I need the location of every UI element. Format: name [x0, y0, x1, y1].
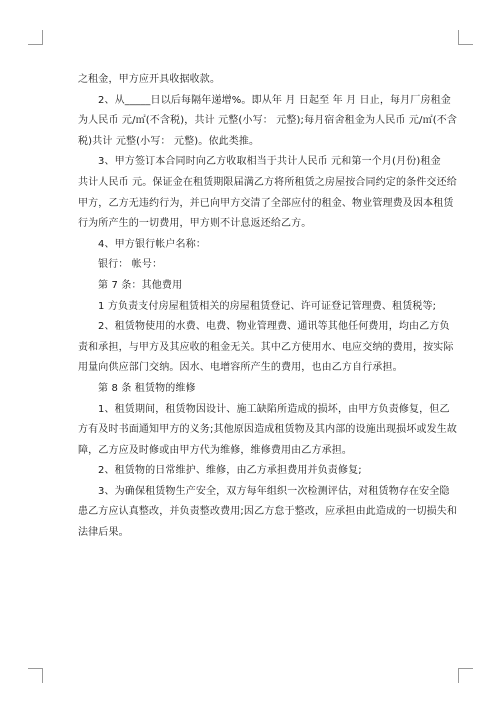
text-line: 行为所产生的一切费用，甲方则不计息返还给乙方。: [78, 218, 312, 230]
document-body: [78, 70, 458, 544]
corner-mark-top-right: [458, 30, 473, 45]
text-line: 用量向供应部门交纳。因水、电增容所产生的费用，也由乙方自行承担。: [78, 362, 403, 374]
text-line: 2、租赁物使用的水费、电费、物业管理费、通讯等其他任何费用，均由乙方负: [98, 321, 450, 333]
corner-mark-bottom-left: [28, 668, 43, 683]
text-line: 税)共计 元整(小写： 元整)。依此类推。: [78, 135, 260, 147]
text-line: 2、从_____日以后每隔年递增%。即从年 月 日起至 年 月 日止，每月厂房租金: [98, 94, 451, 106]
text-line: 3、甲方签订本合同时向乙方收取相当于共计人民币 元和第一个月(月份)租金: [98, 156, 441, 168]
text-line: 1、租赁期间，租赁物因设计、施工缺陷所造成的损坏，由甲方负责修复，但乙: [98, 403, 450, 415]
text-line: 共计人民币 元。保证金在租赁期限届满乙方将所租赁之房屋按合同约定的条件交还给: [78, 176, 457, 188]
text-line: 障，乙方应及时修或由甲方代为维修，维修费用由乙方承担。: [78, 444, 353, 456]
text-line: 责和承担，与甲方及其应收的租金无关。其中乙方使用水、电应交纳的费用，按实际: [78, 341, 454, 353]
text-line: 2、租赁物的日常维护、维修，由乙方承担费用并负责修复;: [98, 465, 362, 477]
text-line: 之租金，甲方应开具收据收款。: [78, 74, 221, 85]
text-line: 第 8 条 租赁物的维修: [98, 382, 196, 394]
text-line: 第 7 条：其他费用: [98, 279, 183, 291]
corner-mark-bottom-right: [458, 668, 473, 683]
text-line: 1 方负责支付房屋租赁相关的房屋租赁登记、许可证登记管理费、租赁税等;: [98, 300, 437, 312]
corner-mark-top-left: [28, 30, 43, 45]
text-line: 为人民币 元/㎡(不含税)，共计 元整(小写： 元整);每月宿舍租金为人民币 元/㎡(不含: [78, 115, 458, 127]
text-line: 患乙方应认真整改，并负责整改费用;因乙方怠于整改，应承担由此造成的一切损失和: [78, 506, 458, 518]
text-line: 3、为确保租赁物生产安全，双方每年组织一次检测评估，对租赁物存在安全隐: [98, 485, 450, 497]
text-line: 银行： 帐号：: [98, 259, 163, 271]
text-line: 甲方，乙方无违约行为，并已向甲方交清了全部应付的租金、物业管理费及因本租赁: [78, 197, 454, 209]
text-line: 法律后果。: [78, 527, 129, 539]
text-line: 方有及时书面通知甲方的义务;其他原因造成租赁物及其内部的设施出现损坏或发生故: [78, 424, 458, 436]
text-line: 4、甲方银行帐户名称：: [98, 238, 207, 250]
